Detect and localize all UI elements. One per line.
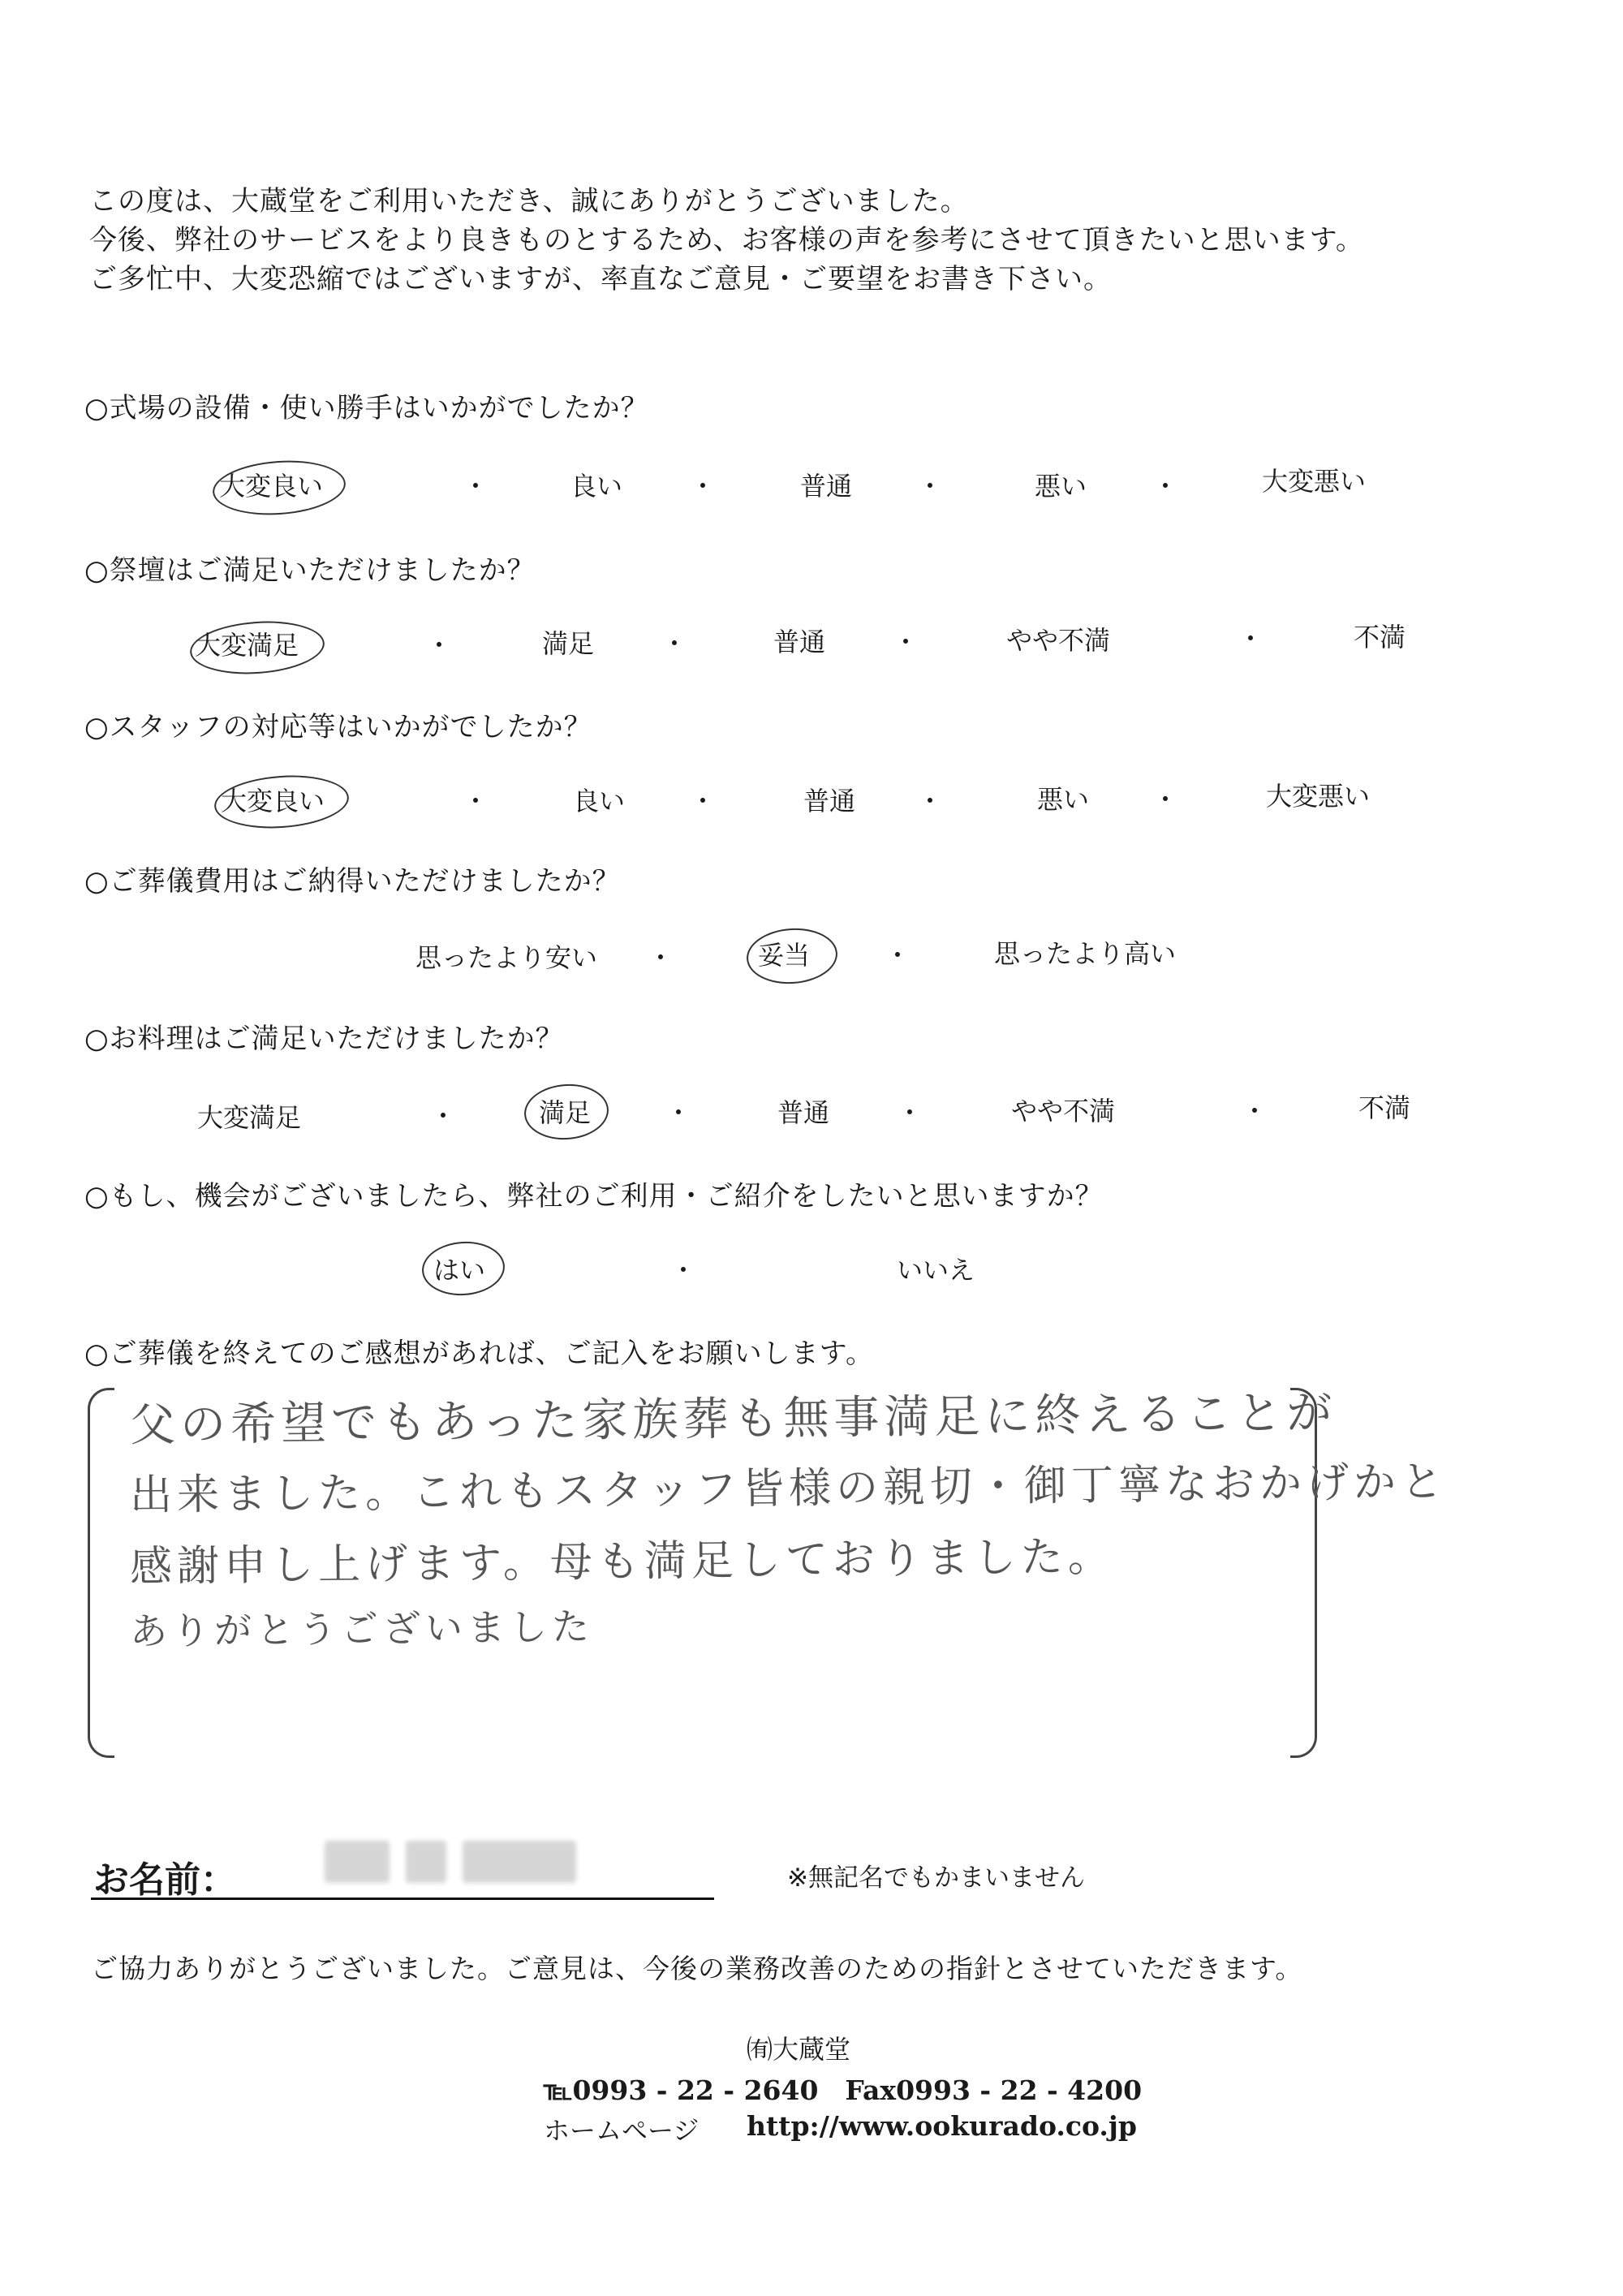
- separator: ・: [1152, 784, 1179, 815]
- separator: ・: [463, 471, 489, 502]
- comment-line-1: 父の希望でもあった家族葬も無事満足に終えることが: [129, 1386, 1337, 1452]
- homepage-label: ホームページ: [544, 2115, 700, 2146]
- option-venue-normal: 普通: [800, 471, 853, 502]
- question-venue: ○式場の設備・使い勝手はいかがでしたか？: [84, 392, 649, 424]
- question-recommend: ○もし、機会がございましたら、弊社のご利用・ご紹介をしたいと思いますか？: [84, 1180, 1104, 1213]
- option-food-very-satisfied: 大変満足: [197, 1102, 302, 1133]
- separator: ・: [1242, 1096, 1268, 1126]
- name-label: お名前：: [93, 1859, 236, 1901]
- comment-line-4: ありがとうございました: [129, 1605, 595, 1653]
- redacted-name: [406, 1841, 446, 1883]
- anonymous-note: ※無記名でもかまいません: [787, 1863, 1085, 1893]
- separator: ・: [1238, 623, 1264, 654]
- intro-line-2: 今後、弊社のサービスをより良きものとするため、お客様の声を参考にさせて頂きたいと思います。: [89, 224, 1364, 256]
- question-staff: ○スタッフの対応等はいかがでしたか？: [84, 711, 592, 743]
- option-altar-normal: 普通: [773, 627, 826, 657]
- separator: ・: [661, 628, 688, 659]
- separator: ・: [463, 786, 489, 816]
- option-venue-bad: 悪い: [1035, 471, 1087, 502]
- option-venue-very-good: 大変良い: [219, 471, 324, 502]
- separator: ・: [897, 1097, 923, 1128]
- option-food-slightly-dissatisfied: やや不満: [1011, 1096, 1116, 1126]
- option-cost-higher: 思ったより高い: [994, 938, 1177, 969]
- separator: ・: [665, 1097, 692, 1128]
- option-cost-cheaper: 思ったより安い: [415, 942, 598, 973]
- contact-numbers: ℡0993 - 22 - 2640 Fax0993 - 22 - 4200: [544, 2074, 1143, 2106]
- option-staff-bad: 悪い: [1037, 784, 1090, 815]
- separator: ・: [426, 630, 453, 661]
- option-recommend-no: いいえ: [897, 1255, 975, 1286]
- separator: ・: [690, 471, 717, 502]
- name-underline: [91, 1898, 714, 1900]
- separator: ・: [917, 471, 944, 502]
- separator: ・: [917, 786, 944, 816]
- option-venue-good: 良い: [570, 471, 623, 502]
- question-cost: ○ご葬儀費用はご納得いただけましたか？: [84, 865, 621, 898]
- separator: ・: [885, 940, 911, 971]
- comment-bracket-right: [1290, 1388, 1317, 1758]
- separator: ・: [690, 786, 717, 816]
- option-staff-very-good: 大変良い: [221, 786, 325, 816]
- intro-line-1: この度は、大蔵堂をご利用いただき、誠にありがとうございました。: [89, 185, 969, 218]
- redacted-name: [463, 1841, 576, 1883]
- comment-bracket-left: [88, 1388, 114, 1758]
- option-staff-normal: 普通: [803, 786, 856, 816]
- redacted-name: [325, 1841, 390, 1883]
- option-altar-dissatisfied: 不満: [1354, 622, 1406, 653]
- thanks-message: ご協力ありがとうございました。ご意見は、今後の業務改善のための指針とさせていただきます。: [91, 1953, 1303, 1984]
- option-cost-reasonable: 妥当: [758, 940, 811, 971]
- option-food-normal: 普通: [777, 1097, 830, 1128]
- option-venue-very-bad: 大変悪い: [1262, 466, 1367, 497]
- intro-line-3: ご多忙中、大変恐縮ではございますが、率直なご意見・ご要望をお書き下さい。: [89, 263, 1112, 295]
- question-food: ○お料理はご満足いただけましたか？: [84, 1023, 564, 1055]
- option-food-dissatisfied: 不満: [1358, 1092, 1411, 1123]
- question-altar: ○祭壇はご満足いただけましたか？: [84, 554, 536, 587]
- separator: ・: [430, 1101, 457, 1131]
- option-altar-very-satisfied: 大変満足: [195, 630, 299, 661]
- homepage-url[interactable]: http://www.ookurado.co.jp: [747, 2110, 1137, 2142]
- comment-line-3: 感謝申し上げます。母も満足しておりました。: [129, 1532, 1116, 1592]
- option-staff-good: 良い: [573, 786, 626, 816]
- question-comments: ○ご葬儀を終えてのご感想があれば、ご記入をお願いします。: [84, 1338, 874, 1370]
- separator: ・: [1152, 471, 1179, 502]
- separator: ・: [670, 1255, 697, 1286]
- comment-line-2: 出来ました。これもスタッフ皆様の親切・御丁寧なおかげかと: [129, 1457, 1449, 1520]
- separator: ・: [893, 627, 919, 657]
- option-food-satisfied: 満足: [539, 1097, 592, 1128]
- option-recommend-yes: はい: [433, 1255, 486, 1286]
- separator: ・: [648, 942, 674, 973]
- option-staff-very-bad: 大変悪い: [1266, 781, 1371, 812]
- option-altar-slightly-dissatisfied: やや不満: [1006, 625, 1111, 656]
- option-altar-satisfied: 満足: [542, 628, 595, 659]
- company-name: ㈲大蔵堂: [747, 2034, 851, 2065]
